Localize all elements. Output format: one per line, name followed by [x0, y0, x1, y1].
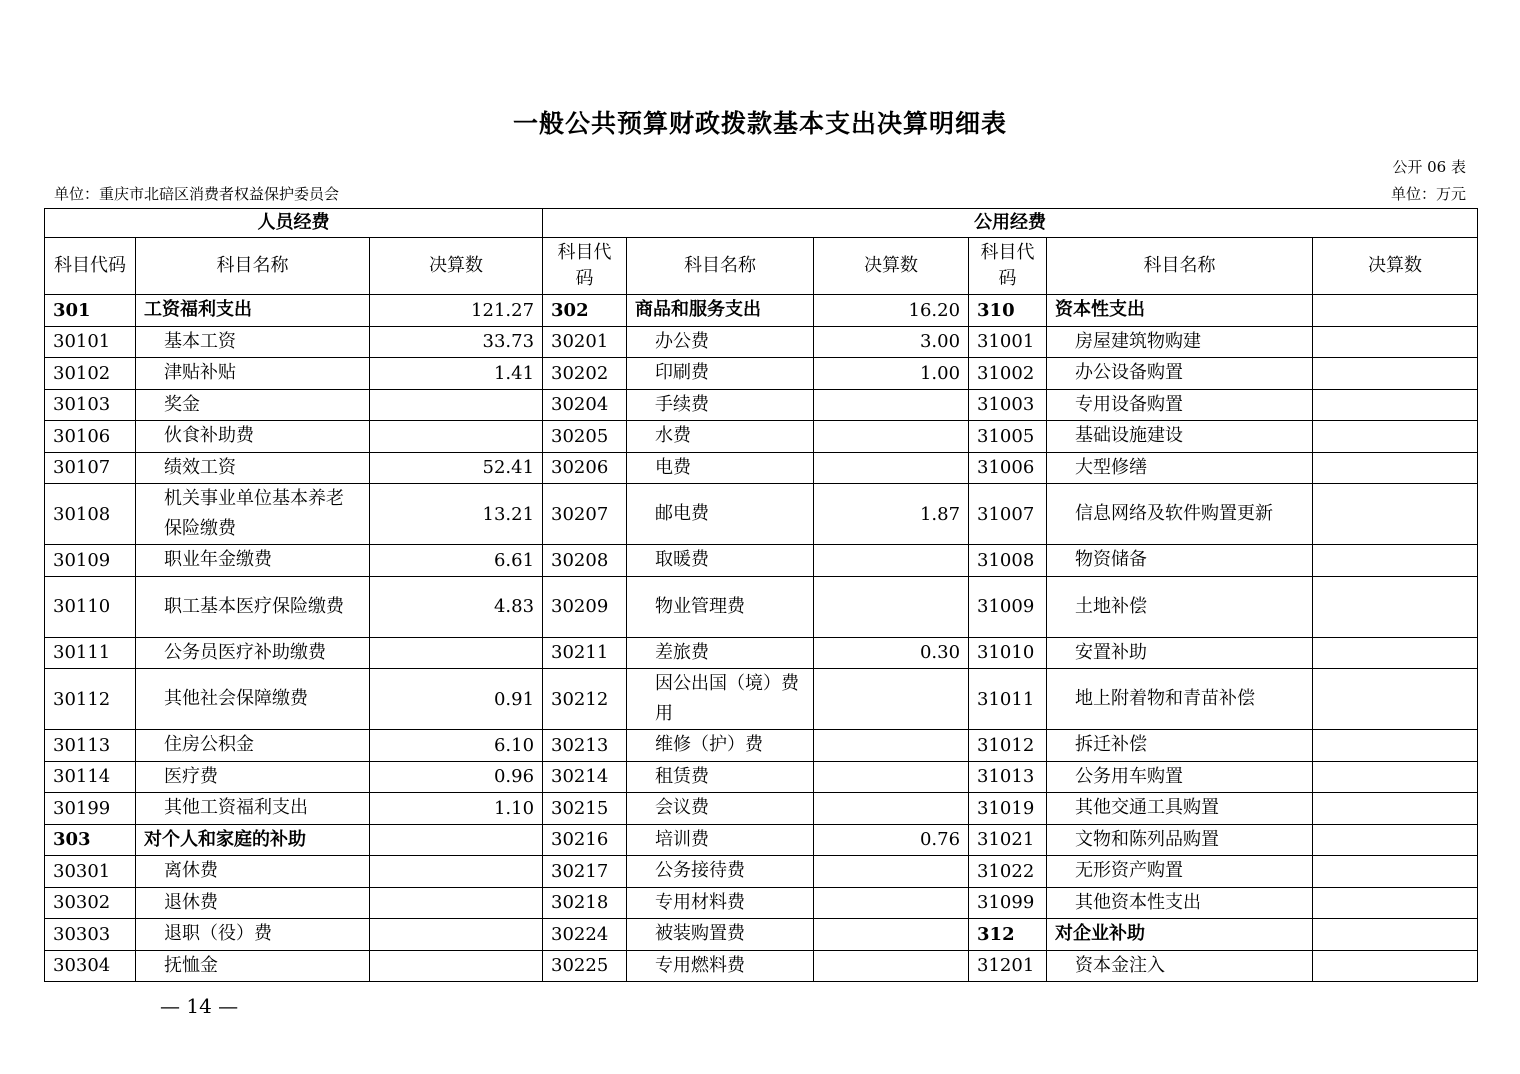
- amount-value: 3.00: [814, 326, 969, 358]
- amount-value: 4.83: [370, 576, 543, 637]
- amount-value: 0.91: [370, 669, 543, 730]
- table-row: [45, 856, 1478, 888]
- amount-value: [1313, 730, 1478, 762]
- subject-name: 手续费: [627, 389, 814, 421]
- subject-name: 公务接待费: [627, 856, 814, 888]
- subject-name: 对企业补助: [1047, 919, 1313, 951]
- table-row: [45, 452, 1478, 484]
- amount-value: [1313, 545, 1478, 577]
- amount-value: 13.21: [370, 484, 543, 545]
- subject-code: 31013: [969, 761, 1047, 793]
- amount-value: 1.41: [370, 358, 543, 390]
- subject-code: 31002: [969, 358, 1047, 390]
- subject-code: 303: [45, 824, 136, 856]
- subject-code: 30201: [543, 326, 627, 358]
- subject-name: 工资福利支出: [136, 295, 370, 327]
- table-row: [45, 730, 1478, 762]
- subject-code: 30212: [543, 669, 627, 730]
- subject-code: 30110: [45, 576, 136, 637]
- amount-value: 0.30: [814, 637, 969, 669]
- header-name: 科目名称: [136, 238, 370, 295]
- amount-value: [814, 421, 969, 453]
- subject-code: 30107: [45, 452, 136, 484]
- header-amount: 决算数: [814, 238, 969, 295]
- amount-value: [1313, 950, 1478, 982]
- amount-value: [1313, 389, 1478, 421]
- subject-code: 30101: [45, 326, 136, 358]
- amount-value: [370, 887, 543, 919]
- header-amount: 决算数: [370, 238, 543, 295]
- form-number: 公开 06 表: [1392, 158, 1466, 176]
- table-row: [45, 669, 1478, 730]
- subject-name: 退休费: [136, 887, 370, 919]
- amount-value: [814, 856, 969, 888]
- header-name: 科目名称: [627, 238, 814, 295]
- subject-code: 301: [45, 295, 136, 327]
- subject-code: 30114: [45, 761, 136, 793]
- subject-code: 31099: [969, 887, 1047, 919]
- amount-value: [1313, 576, 1478, 637]
- amount-value: [814, 950, 969, 982]
- amount-value: [1313, 793, 1478, 825]
- unit-organization: 单位：重庆市北碚区消费者权益保护委员会: [54, 185, 340, 203]
- amount-value: [1313, 669, 1478, 730]
- amount-value: [370, 421, 543, 453]
- subject-code: 30202: [543, 358, 627, 390]
- subject-code: 30303: [45, 919, 136, 951]
- subject-name: 抚恤金: [136, 950, 370, 982]
- amount-value: [1313, 637, 1478, 669]
- subject-code: 302: [543, 295, 627, 327]
- subject-name: 对个人和家庭的补助: [136, 824, 370, 856]
- header-amount: 决算数: [1313, 238, 1478, 295]
- subject-name: 文物和陈列品购置: [1047, 824, 1313, 856]
- amount-value: [1313, 824, 1478, 856]
- subject-name: 大型修缮: [1047, 452, 1313, 484]
- header-code: 科目代码: [543, 238, 627, 295]
- amount-value: [370, 637, 543, 669]
- header-name: 科目名称: [1047, 238, 1313, 295]
- subject-code: 30224: [543, 919, 627, 951]
- amount-value: 16.20: [814, 295, 969, 327]
- subject-code: 30205: [543, 421, 627, 453]
- amount-value: [814, 761, 969, 793]
- table-row: [45, 887, 1478, 919]
- subject-name: 因公出国（境）费用: [627, 669, 814, 730]
- amount-value: 1.87: [814, 484, 969, 545]
- table-row: [45, 389, 1478, 421]
- subject-name: 离休费: [136, 856, 370, 888]
- table-row: [45, 919, 1478, 951]
- subject-code: 30225: [543, 950, 627, 982]
- subject-name: 会议费: [627, 793, 814, 825]
- subject-code: 30206: [543, 452, 627, 484]
- subject-code: 31007: [969, 484, 1047, 545]
- subject-code: 30209: [543, 576, 627, 637]
- subject-code: 30213: [543, 730, 627, 762]
- amount-value: [1313, 358, 1478, 390]
- subject-code: 31008: [969, 545, 1047, 577]
- subject-code: 30304: [45, 950, 136, 982]
- subject-name: 商品和服务支出: [627, 295, 814, 327]
- table-row: [45, 484, 1478, 545]
- subject-code: 30102: [45, 358, 136, 390]
- subject-code: 30113: [45, 730, 136, 762]
- subject-code: 30106: [45, 421, 136, 453]
- subject-name: 专用燃料费: [627, 950, 814, 982]
- subject-name: 房屋建筑物购建: [1047, 326, 1313, 358]
- subject-code: 31001: [969, 326, 1047, 358]
- subject-name: 绩效工资: [136, 452, 370, 484]
- subject-name: 其他工资福利支出: [136, 793, 370, 825]
- table-row: [45, 793, 1478, 825]
- subject-name: 电费: [627, 452, 814, 484]
- subject-code: 30204: [543, 389, 627, 421]
- subject-name: 差旅费: [627, 637, 814, 669]
- subject-code: 30108: [45, 484, 136, 545]
- subject-code: 312: [969, 919, 1047, 951]
- subject-name: 公务用车购置: [1047, 761, 1313, 793]
- subject-name: 基础设施建设: [1047, 421, 1313, 453]
- subject-name: 地上附着物和青苗补偿: [1047, 669, 1313, 730]
- unit-currency: 单位：万元: [1390, 185, 1466, 203]
- subject-code: 30211: [543, 637, 627, 669]
- subject-code: 30199: [45, 793, 136, 825]
- amount-value: [814, 919, 969, 951]
- subject-name: 租赁费: [627, 761, 814, 793]
- subject-name: 培训费: [627, 824, 814, 856]
- table-row: [45, 761, 1478, 793]
- amount-value: [814, 669, 969, 730]
- amount-value: [1313, 421, 1478, 453]
- amount-value: [1313, 484, 1478, 545]
- subject-name: 邮电费: [627, 484, 814, 545]
- subject-code: 31012: [969, 730, 1047, 762]
- table-row: [45, 545, 1478, 577]
- amount-value: [1313, 452, 1478, 484]
- amount-value: [1313, 295, 1478, 327]
- header-code: 科目代码: [45, 238, 136, 295]
- subject-code: 31010: [969, 637, 1047, 669]
- subject-code: 31005: [969, 421, 1047, 453]
- subject-code: 31201: [969, 950, 1047, 982]
- amount-value: [814, 730, 969, 762]
- table-row: [45, 421, 1478, 453]
- subject-name: 公务员医疗补助缴费: [136, 637, 370, 669]
- subject-code: 31009: [969, 576, 1047, 637]
- subject-code: 31003: [969, 389, 1047, 421]
- subject-name: 物资储备: [1047, 545, 1313, 577]
- section-personnel: 人员经费: [45, 209, 543, 238]
- subject-name: 被装购置费: [627, 919, 814, 951]
- subject-name: 办公设备购置: [1047, 358, 1313, 390]
- subject-name: 职业年金缴费: [136, 545, 370, 577]
- header-code: 科目代码: [969, 238, 1047, 295]
- page-number: — 14 —: [160, 994, 239, 1018]
- subject-code: 30207: [543, 484, 627, 545]
- amount-value: [1313, 761, 1478, 793]
- table-row: [45, 358, 1478, 390]
- amount-value: [370, 824, 543, 856]
- subject-name: 水费: [627, 421, 814, 453]
- amount-value: [1313, 856, 1478, 888]
- subject-code: 30215: [543, 793, 627, 825]
- amount-value: [1313, 919, 1478, 951]
- amount-value: 1.10: [370, 793, 543, 825]
- subject-name: 物业管理费: [627, 576, 814, 637]
- table-row: [45, 950, 1478, 982]
- subject-name: 伙食补助费: [136, 421, 370, 453]
- subject-name: 退职（役）费: [136, 919, 370, 951]
- subject-name: 安置补助: [1047, 637, 1313, 669]
- subject-code: 310: [969, 295, 1047, 327]
- amount-value: 6.61: [370, 545, 543, 577]
- subject-name: 津贴补贴: [136, 358, 370, 390]
- subject-code: 30217: [543, 856, 627, 888]
- subject-name: 机关事业单位基本养老保险缴费: [136, 484, 370, 545]
- subject-code: 31006: [969, 452, 1047, 484]
- page-title: 一般公共预算财政拨款基本支出决算明细表: [512, 109, 1007, 138]
- table-row: [45, 824, 1478, 856]
- amount-value: 0.96: [370, 761, 543, 793]
- subject-code: 30218: [543, 887, 627, 919]
- amount-value: [370, 389, 543, 421]
- subject-code: 30302: [45, 887, 136, 919]
- amount-value: 121.27: [370, 295, 543, 327]
- subject-name: 住房公积金: [136, 730, 370, 762]
- table-body: [45, 295, 1478, 982]
- subject-name: 奖金: [136, 389, 370, 421]
- subject-code: 30301: [45, 856, 136, 888]
- amount-value: [814, 545, 969, 577]
- amount-value: [814, 887, 969, 919]
- subject-name: 资本性支出: [1047, 295, 1313, 327]
- section-public: 公用经费: [543, 209, 1478, 238]
- subject-name: 取暖费: [627, 545, 814, 577]
- amount-value: 6.10: [370, 730, 543, 762]
- subject-code: 31022: [969, 856, 1047, 888]
- table-row: [45, 326, 1478, 358]
- subject-name: 其他社会保障缴费: [136, 669, 370, 730]
- subject-code: 31011: [969, 669, 1047, 730]
- subject-name: 信息网络及软件购置更新: [1047, 484, 1313, 545]
- amount-value: 1.00: [814, 358, 969, 390]
- amount-value: 52.41: [370, 452, 543, 484]
- table-row: [45, 637, 1478, 669]
- amount-value: [1313, 887, 1478, 919]
- subject-code: 30208: [543, 545, 627, 577]
- subject-code: 30214: [543, 761, 627, 793]
- subject-code: 30111: [45, 637, 136, 669]
- table-row: [45, 295, 1478, 327]
- amount-value: [814, 389, 969, 421]
- amount-value: [370, 919, 543, 951]
- amount-value: 33.73: [370, 326, 543, 358]
- subject-code: 30103: [45, 389, 136, 421]
- subject-code: 30112: [45, 669, 136, 730]
- subject-name: 基本工资: [136, 326, 370, 358]
- table-row: [45, 576, 1478, 637]
- amount-value: [814, 576, 969, 637]
- subject-name: 专用材料费: [627, 887, 814, 919]
- subject-name: 办公费: [627, 326, 814, 358]
- subject-name: 无形资产购置: [1047, 856, 1313, 888]
- subject-code: 30109: [45, 545, 136, 577]
- subject-code: 31021: [969, 824, 1047, 856]
- amount-value: 0.76: [814, 824, 969, 856]
- amount-value: [814, 793, 969, 825]
- subject-name: 其他交通工具购置: [1047, 793, 1313, 825]
- amount-value: [1313, 326, 1478, 358]
- amount-value: [370, 856, 543, 888]
- subject-name: 资本金注入: [1047, 950, 1313, 982]
- expenditure-table: [44, 208, 1478, 982]
- subject-name: 其他资本性支出: [1047, 887, 1313, 919]
- subject-name: 医疗费: [136, 761, 370, 793]
- subject-code: 31019: [969, 793, 1047, 825]
- subject-name: 职工基本医疗保险缴费: [136, 576, 370, 637]
- amount-value: [814, 452, 969, 484]
- subject-name: 维修（护）费: [627, 730, 814, 762]
- subject-name: 拆迁补偿: [1047, 730, 1313, 762]
- subject-name: 专用设备购置: [1047, 389, 1313, 421]
- subject-name: 印刷费: [627, 358, 814, 390]
- amount-value: [370, 950, 543, 982]
- subject-name: 土地补偿: [1047, 576, 1313, 637]
- subject-code: 30216: [543, 824, 627, 856]
